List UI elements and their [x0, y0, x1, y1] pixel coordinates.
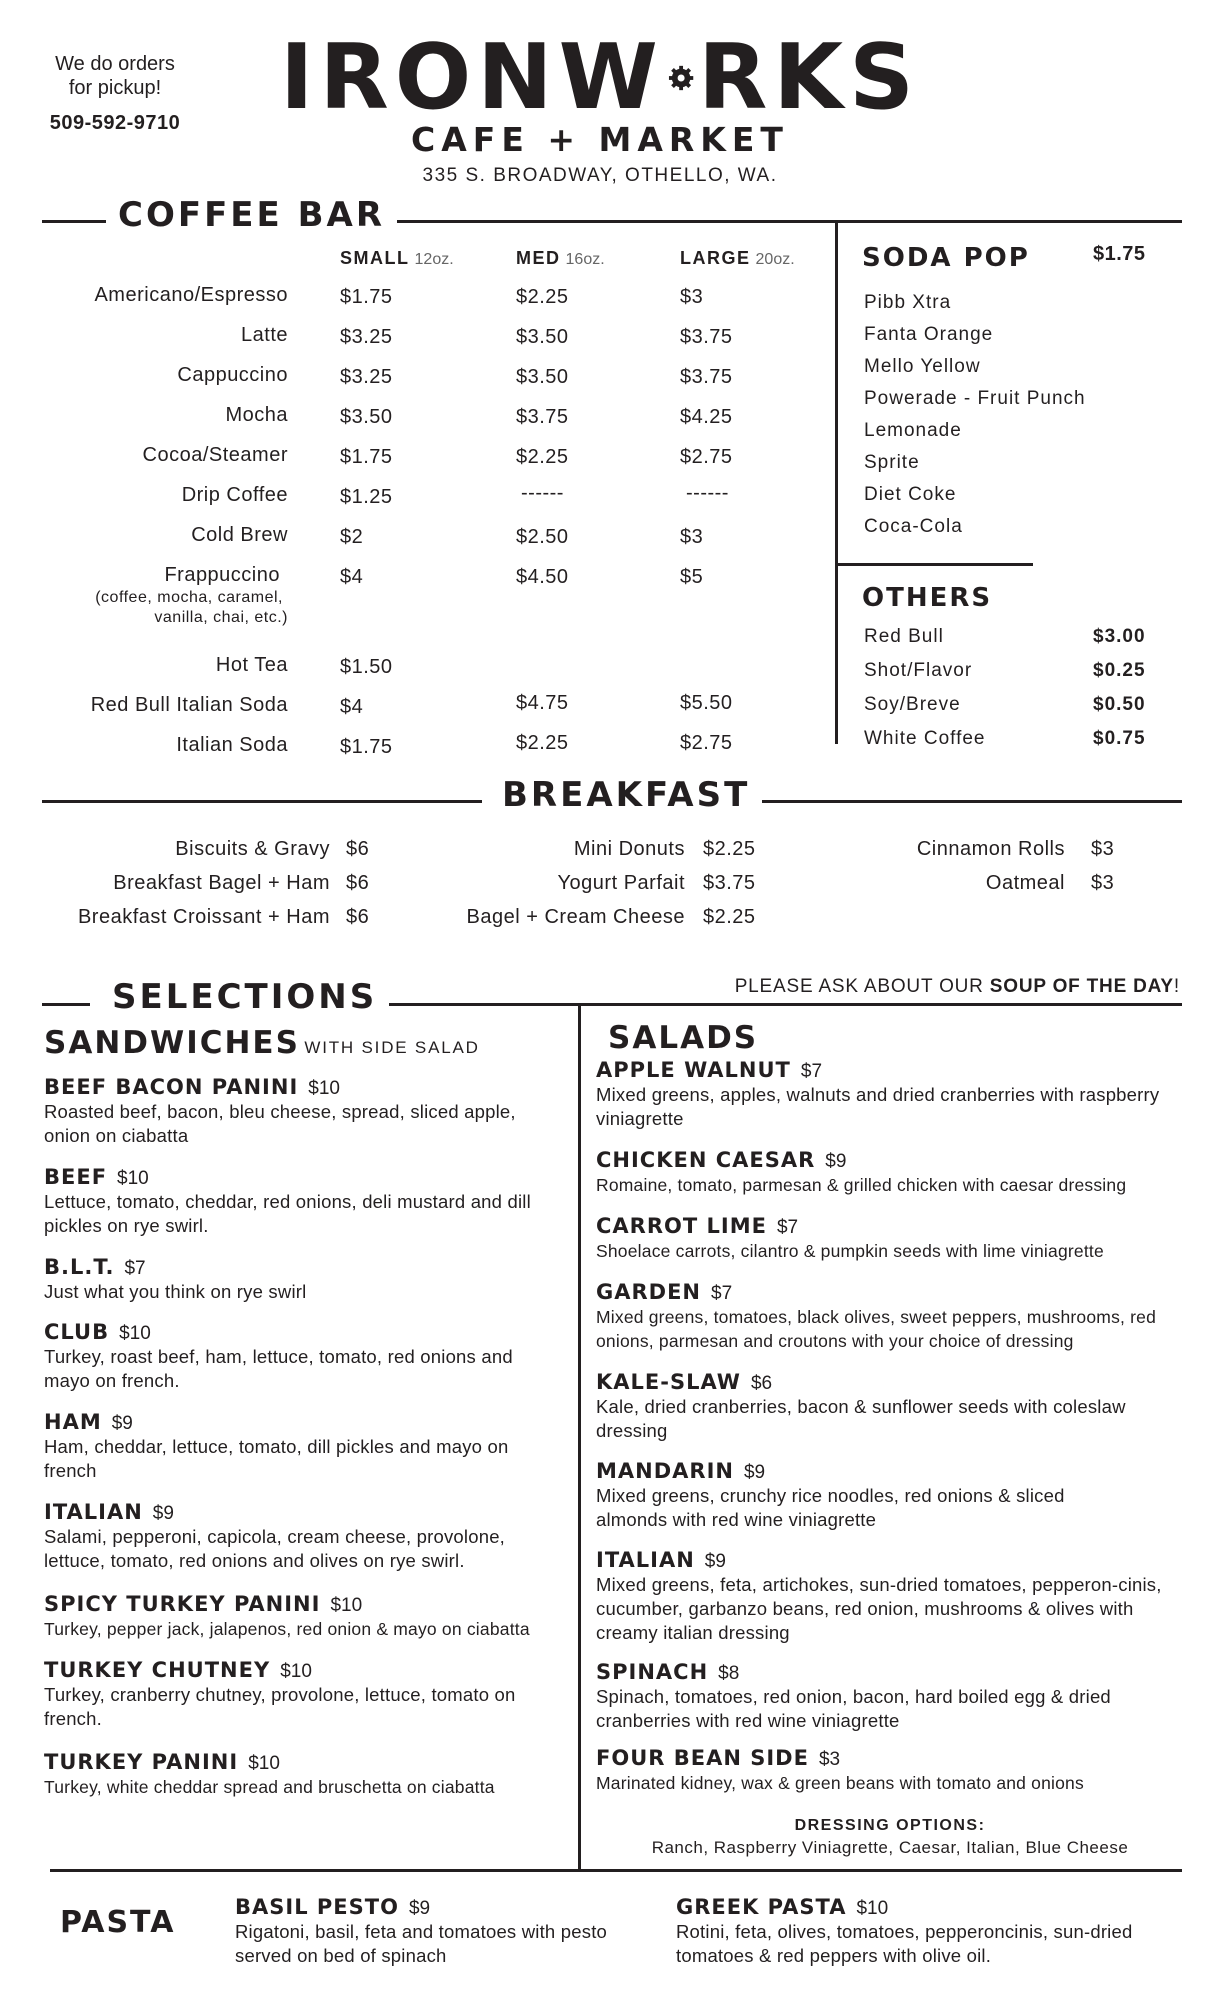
coffee-price-small: $4 [340, 566, 364, 588]
pasta-rule [50, 1869, 1182, 1872]
pasta-desc: Rigatoni, basil, feta and tomatoes with pesto served on bed of spinach [235, 1921, 608, 1966]
brand-subtitle: CAFE + MARKET [411, 120, 789, 159]
coffee-price-large: $3 [680, 526, 704, 548]
coffee-price-med: $3.50 [516, 326, 569, 348]
salad-price: $7 [800, 1061, 823, 1082]
salad-desc: Romaine, tomato, parmesan & grilled chicken with caesar dressing [596, 1175, 1127, 1195]
breakfast-rule-left [42, 800, 482, 803]
coffee-price-med: $4.50 [516, 566, 569, 588]
sandwich-price: $10 [280, 1661, 312, 1682]
sandwich-price: $10 [248, 1753, 280, 1774]
breakfast-name: Oatmeal [985, 872, 1065, 894]
sandwich-item [44, 1165, 564, 1238]
soup-note-prefix: PLEASE ASK ABOUT OUR [734, 976, 990, 997]
salad-desc: Kale, dried cranberries, bacon & sunflower seeds with coleslaw dressing [596, 1396, 1126, 1441]
breakfast-price: $6 [346, 872, 370, 894]
salad-item [596, 1370, 1136, 1443]
salad-desc: Spinach, tomatoes, red onion, bacon, hard boiled egg & dried cranberries with red wine viniagrette [596, 1686, 1111, 1731]
sandwich-price: $9 [152, 1503, 174, 1524]
others-name: Red Bull [864, 626, 944, 647]
salad-item [596, 1548, 1176, 1645]
size-header-med [516, 248, 605, 269]
size-header-large [680, 248, 795, 269]
breakfast-price: $2.25 [703, 906, 756, 928]
salad-item [596, 1148, 1186, 1197]
others-price: $0.50 [1093, 694, 1146, 715]
dressing-options-title: DRESSING OPTIONS: [794, 1817, 986, 1834]
breakfast-price: $6 [346, 906, 370, 928]
coffee-price-large: $2.75 [680, 446, 733, 468]
coffee-price-small: $2 [340, 526, 364, 548]
pickup-note [40, 52, 190, 100]
coffee-price-large: $5.50 [680, 692, 733, 714]
soda-list [864, 287, 1086, 543]
coffee-price-large: $3.75 [680, 326, 733, 348]
salad-price: $3 [818, 1749, 841, 1770]
pickup-line-1: We do orders [55, 53, 175, 75]
coffee-price-med: $4.75 [516, 692, 569, 714]
salad-price: $9 [704, 1551, 726, 1572]
salad-item [596, 1058, 1186, 1131]
frappuccino-note-1: (coffee, mocha, caramel, [95, 589, 283, 606]
soda-others-divider [835, 563, 1033, 566]
coffee-price-small: $1.75 [340, 736, 393, 758]
coffee-name: Hot Tea [215, 654, 288, 676]
coffee-name: Frappuccino [164, 564, 280, 586]
gear-icon [668, 37, 694, 119]
coffee-price-med: $2.50 [516, 526, 569, 548]
others-price: $0.25 [1093, 660, 1146, 681]
coffee-name: Cappuccino [177, 364, 288, 386]
breakfast-price: $2.25 [703, 838, 756, 860]
pickup-line-2: for pickup! [68, 77, 162, 99]
others-price: $3.00 [1093, 626, 1146, 647]
salad-item [596, 1214, 1186, 1263]
pasta-item [676, 1895, 1176, 1968]
sandwich-item [44, 1410, 564, 1483]
breakfast-price: $6 [346, 838, 370, 860]
brand-right: RKS [698, 25, 920, 130]
pasta-name: BASIL PESTO [235, 1895, 399, 1919]
coffee-rule-right [340, 220, 1182, 223]
size-large-label: LARGE [680, 248, 751, 268]
coffee-name: Latte [241, 324, 288, 346]
salad-desc: Shoelace carrots, cilantro & pumpkin seeds with lime viniagrette [596, 1241, 1104, 1261]
sandwich-item [44, 1658, 564, 1731]
pasta-desc: Rotini, feta, olives, tomatoes, pepperoncinis, sun-dried tomatoes & red peppers with olive oil. [676, 1921, 1133, 1966]
salads-heading: SALADS [608, 1020, 759, 1056]
sandwich-name: TURKEY CHUTNEY [44, 1658, 271, 1682]
sandwich-name: BEEF [44, 1165, 108, 1189]
soda-item: Sprite [864, 452, 920, 473]
sandwich-desc: Just what you think on rye swirl [44, 1281, 307, 1302]
coffee-price-small: $3.25 [340, 326, 393, 348]
salad-price: $7 [711, 1283, 733, 1304]
coffee-price-small: $4 [340, 696, 364, 718]
sandwich-desc: Lettuce, tomato, cheddar, red onions, deli mustard and dill pickles on rye swirl. [44, 1191, 531, 1236]
salad-price: $8 [718, 1663, 740, 1684]
breakfast-price: $3 [1091, 872, 1115, 894]
sandwich-item [44, 1320, 564, 1393]
sandwich-desc: Turkey, roast beef, ham, lettuce, tomato, red onions and mayo on french. [44, 1346, 513, 1391]
pasta-item [235, 1895, 635, 1968]
pasta-name: GREEK PASTA [676, 1895, 847, 1919]
selections-rule-right [360, 1003, 1182, 1006]
coffee-name: Mocha [225, 404, 288, 426]
breakfast-heading: BREAKFAST [490, 775, 762, 815]
size-med-oz: 16oz. [565, 251, 605, 268]
others-name: Soy/Breve [864, 694, 961, 715]
salad-name: GARDEN [596, 1280, 702, 1304]
coffee-price-med: $2.25 [516, 446, 569, 468]
salad-item [596, 1660, 1136, 1733]
salad-price: $9 [743, 1462, 766, 1483]
others-heading: OTHERS [862, 583, 993, 613]
coffee-price-med: $2.25 [516, 286, 569, 308]
soda-item: Lemonade [864, 420, 962, 441]
sandwiches-heading: SANDWICHES [44, 1025, 300, 1061]
breakfast-name: Biscuits & Gravy [175, 838, 330, 860]
coffee-price-med: ------ [521, 482, 564, 504]
salad-price: $7 [776, 1217, 799, 1238]
salad-desc: Mixed greens, crunchy rice noodles, red onions & sliced almonds with red wine viniagrette [596, 1485, 1065, 1530]
breakfast-price: $3 [1091, 838, 1115, 860]
coffee-name: Cold Brew [191, 524, 288, 546]
coffee-price-large: $3 [680, 286, 704, 308]
pasta-heading: PASTA [60, 1905, 176, 1940]
sandwich-name: TURKEY PANINI [44, 1750, 239, 1774]
salad-name: FOUR BEAN SIDE [596, 1746, 809, 1770]
salad-name: APPLE WALNUT [596, 1058, 791, 1082]
coffee-name: Drip Coffee [181, 484, 288, 506]
sandwich-price: $9 [111, 1413, 133, 1434]
breakfast-name: Yogurt Parfait [557, 872, 685, 894]
phone-number[interactable]: 509-592-9710 [49, 112, 181, 134]
salad-name: CARROT LIME [596, 1214, 767, 1238]
sandwich-price: $10 [117, 1168, 149, 1189]
selections-rule-left [42, 1003, 90, 1006]
coffee-name: Cocoa/Steamer [142, 444, 288, 466]
salad-item [596, 1280, 1186, 1353]
address: 335 S. BROADWAY, OTHELLO, WA. [422, 165, 778, 186]
sandwiches-subtitle: WITH SIDE SALAD [304, 1038, 480, 1057]
sandwich-name: ITALIAN [44, 1500, 143, 1524]
salad-item [596, 1746, 1186, 1795]
coffee-bar-heading: COFFEE BAR [106, 195, 397, 235]
salad-name: SPINACH [596, 1660, 709, 1684]
sandwich-desc: Salami, pepperoni, capicola, cream cheese, provolone, lettuce, tomato, red onions and olives on rye swirl. [44, 1526, 506, 1571]
salad-name: MANDARIN [596, 1459, 734, 1483]
sandwiches-header [44, 1025, 480, 1061]
soda-item: Coca-Cola [864, 516, 963, 537]
selections-divider-vertical [578, 1005, 581, 1869]
others-price: $0.75 [1093, 728, 1146, 749]
salad-desc: Mixed greens, apples, walnuts and dried cranberries with raspberry viniagrette [596, 1084, 1160, 1129]
soda-item: Fanta Orange [864, 324, 994, 345]
coffee-price-small: $1.25 [340, 486, 393, 508]
soda-item: Pibb Xtra [864, 292, 952, 313]
soda-pop-price: $1.75 [1093, 243, 1146, 265]
salad-desc: Mixed greens, tomatoes, black olives, sweet peppers, mushrooms, red onions, parmesan and croutons with your choice of dressing [596, 1307, 1157, 1351]
soda-item: Mello Yellow [864, 356, 981, 377]
coffee-price-small: $1.50 [340, 656, 393, 678]
salad-item [596, 1459, 1136, 1532]
coffee-name: Americano/Espresso [94, 284, 288, 306]
coffee-price-large: $5 [680, 566, 704, 588]
size-small-label: SMALL [340, 248, 410, 268]
salad-desc: Mixed greens, feta, artichokes, sun-dried tomatoes, pepperon-cinis, cucumber, garbanzo beans, red onion, mushrooms & olives with creamy italian dressing [596, 1574, 1162, 1643]
soup-note [700, 976, 1180, 998]
salad-desc: Marinated kidney, wax & green beans with tomato and onions [596, 1773, 1084, 1793]
coffee-rule-left [42, 220, 106, 223]
size-small-oz: 12oz. [414, 251, 454, 268]
size-header-small [340, 248, 454, 269]
sandwich-price: $10 [330, 1595, 363, 1616]
sandwich-item [44, 1500, 564, 1573]
sandwich-item [44, 1750, 574, 1799]
sandwich-name: BEEF BACON PANINI [44, 1075, 299, 1099]
salad-price: $6 [750, 1373, 773, 1394]
size-large-oz: 20oz. [755, 251, 795, 268]
brand-left: IRONW [280, 25, 664, 130]
breakfast-name: Bagel + Cream Cheese [466, 906, 685, 928]
others-name: Shot/Flavor [864, 660, 973, 681]
sandwich-item [44, 1255, 564, 1304]
selections-heading: SELECTIONS [100, 977, 389, 1017]
coffee-price-med: $3.75 [516, 406, 569, 428]
sandwich-desc: Turkey, pepper jack, jalapenos, red onion & mayo on ciabatta [44, 1619, 530, 1639]
salad-name: CHICKEN CAESAR [596, 1148, 816, 1172]
sandwich-price: $10 [308, 1078, 340, 1099]
sandwich-item [44, 1075, 564, 1148]
size-med-label: MED [516, 248, 561, 268]
coffee-name: Red Bull Italian Soda [90, 694, 288, 716]
coffee-price-large: $4.25 [680, 406, 733, 428]
breakfast-price: $3.75 [703, 872, 756, 894]
coffee-price-small: $1.75 [340, 446, 393, 468]
sandwich-desc: Ham, cheddar, lettuce, tomato, dill pickles and mayo on french [44, 1436, 509, 1481]
dressing-options-list: Ranch, Raspberry Viniagrette, Caesar, Italian, Blue Cheese [651, 1838, 1129, 1857]
breakfast-rule-right [725, 800, 1182, 803]
salad-price: $9 [825, 1151, 847, 1172]
coffee-price-large: $3.75 [680, 366, 733, 388]
breakfast-name: Cinnamon Rolls [916, 838, 1065, 860]
sandwich-desc: Turkey, white cheddar spread and bruschetta on ciabatta [44, 1777, 495, 1797]
coffee-price-large: $2.75 [680, 732, 733, 754]
sandwich-desc: Roasted beef, bacon, bleu cheese, spread, sliced apple, onion on ciabatta [44, 1101, 516, 1146]
salad-name: KALE-SLAW [596, 1370, 741, 1394]
soda-pop-heading: SODA POP [862, 243, 1030, 273]
breakfast-name: Breakfast Bagel + Ham [113, 872, 330, 894]
coffee-price-small: $3.50 [340, 406, 393, 428]
sandwich-name: CLUB [44, 1320, 110, 1344]
salad-name: ITALIAN [596, 1548, 695, 1572]
sandwich-item [44, 1592, 574, 1641]
coffee-price-med: $2.25 [516, 732, 569, 754]
coffee-price-med: $3.50 [516, 366, 569, 388]
sandwich-name: SPICY TURKEY PANINI [44, 1592, 321, 1616]
soup-note-bold: SOUP OF THE DAY [989, 976, 1174, 997]
brand-logo [280, 25, 920, 130]
sandwich-price: $10 [119, 1323, 151, 1344]
coffee-name: Italian Soda [176, 734, 288, 756]
pasta-price: $9 [408, 1898, 431, 1919]
frappuccino-note-2: vanilla, chai, etc.) [154, 609, 288, 626]
coffee-price-small: $3.25 [340, 366, 393, 388]
soda-item: Powerade - Fruit Punch [864, 388, 1086, 409]
soda-item: Diet Coke [864, 484, 957, 505]
coffee-price-large: ------ [686, 482, 729, 504]
others-name: White Coffee [864, 728, 986, 749]
breakfast-name: Mini Donuts [573, 838, 685, 860]
soup-note-suffix: ! [1173, 976, 1180, 997]
sandwich-price: $7 [124, 1258, 146, 1279]
pasta-price: $10 [856, 1898, 889, 1919]
sandwich-desc: Turkey, cranberry chutney, provolone, lettuce, tomato on french. [44, 1684, 516, 1729]
coffee-divider-vertical [835, 222, 838, 744]
sandwich-name: HAM [44, 1410, 102, 1434]
sandwich-name: B.L.T. [44, 1255, 115, 1279]
breakfast-name: Breakfast Croissant + Ham [77, 906, 330, 928]
coffee-price-small: $1.75 [340, 286, 393, 308]
